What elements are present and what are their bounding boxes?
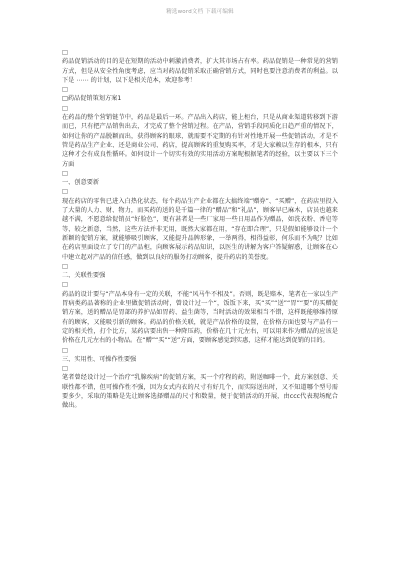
paragraph-marker: □ (62, 104, 68, 112)
paragraph-marker: □ (62, 86, 68, 94)
paragraph-marker: □ (62, 346, 68, 354)
paragraph-marker: □ (62, 188, 68, 196)
document-body (62, 48, 338, 411)
section-heading: 二、关联性要强 (62, 272, 106, 280)
section-heading: 一、创意要新 (62, 179, 100, 187)
body-paragraph: 在药品的整个营销链节中，药品是最后一环。产品出入药店，能上柜台，只是从商业渠道转移到下游而已，只有把产品销售出去，才完成了整个营销过程。在产品，营销手段同质化日趋严重的情况下，如何让你的产品脱颖而出，获得顾客的眼球，就需要不定期的有针对性地开展一些促销活动，才是不管是药品生产企业、还是商业公司、药店，提高顾客的重复购买率，才是大家赖以生存的根本，只有这种才会有成良性循环。如何设计一个切实有效的实用活动方案呢根据笔者的经验，以主要以下三个方面 (62, 114, 338, 168)
paragraph-marker: □ (62, 49, 68, 56)
body-paragraph: 现在药店的零售已进入白热化状态，每个药品生产企业都在大搞终端“赠券”、“买赠”，在药店里投入了大量的人力、财、物力，而买药的送的是千篇一律的“赠品”和“礼品”，顾客早已麻木，店员也越来越不满，不愿意给促销员“好脸色”，更有甚者是一些厂家用一些日用品作为赠品，如洗衣粉、香皂等等，较之新意，当然，这些方法并非无用，既然大家都在用，“存在即合理”，只是假如能够设计一个新颖的促销方案，就能够吸引顾客，又能提升品牌形象，一举两得，相得益彰，何乐而不为呢？比如在药店里面设立了专门的产品柜，向顾客展示药品知识，以医生的讲解为客户答疑解惑，让顾客在心中建立起对产品的信任感，做到以良好的服务打动顾客，提升药店的美誉度。 (62, 197, 338, 261)
page-header: 精选word文档 下载可编辑 (166, 9, 234, 15)
section-heading: 三、实用性、可操作性要强 (62, 355, 137, 363)
paragraph-marker: □ (62, 169, 68, 177)
paragraph-marker: □ (62, 262, 68, 270)
intro-paragraph: 药品促销活动的目的是在短期的活动中刺激消费者，扩大其市场占有率。药品促销是一种常见的营销方式，但是从安全性角度考虑，应当对药品促销采取正确营销方式，同时也要注意消费者的利益。以下是 ⋯⋯ 的计划，以下是相关范本，欢迎参考！ (62, 58, 338, 84)
section-title: □药品促销策划方案1 (62, 95, 122, 103)
paragraph-marker: □ (62, 365, 68, 373)
body-paragraph: 药品的设计要与“产品本身有一定的关联，不能“风马牛不相及”。否则，既是赔本，笔者在一家以生产胃病类药品著称的企业里做促销活动时，曾设计过一个“，饭饭下来，买“买”“送”“胃”“要”的买赠促销方案，送的赠品是胃部的养护品如胃药、益生菌等，当时活动的效果相当不错，这样既能够维持原有的顾客，又能吸引新的顾客。药品的价格关联，就是产品价格的设置，在价格方面也要与产品有一定的相关性，打个比方，某药店要出售一种降压药，价格在几十元左右，可以用来作为赠品的应该是价格在几元左右的小物品。在“赠”“买”“送”方面，要顾客感觉到实惠，这样才能达到促销的目的。 (62, 290, 338, 345)
paragraph-marker: □ (62, 281, 68, 289)
body-paragraph: 笔者曾经设计过一个治疗“乳腺疾病”的促销方案，买一个疗程的药，附送咖啡一个，此方案创意、关联性都不错，但可操作性不强，因为女式内衣的尺寸有好几个，而实际送出时，又不知道哪个型号需要多少，采取的策略是先让顾客选择赠品的尺寸和数量，便于促销活动的开展，由ccc代表现场配合做出。 (62, 374, 338, 410)
